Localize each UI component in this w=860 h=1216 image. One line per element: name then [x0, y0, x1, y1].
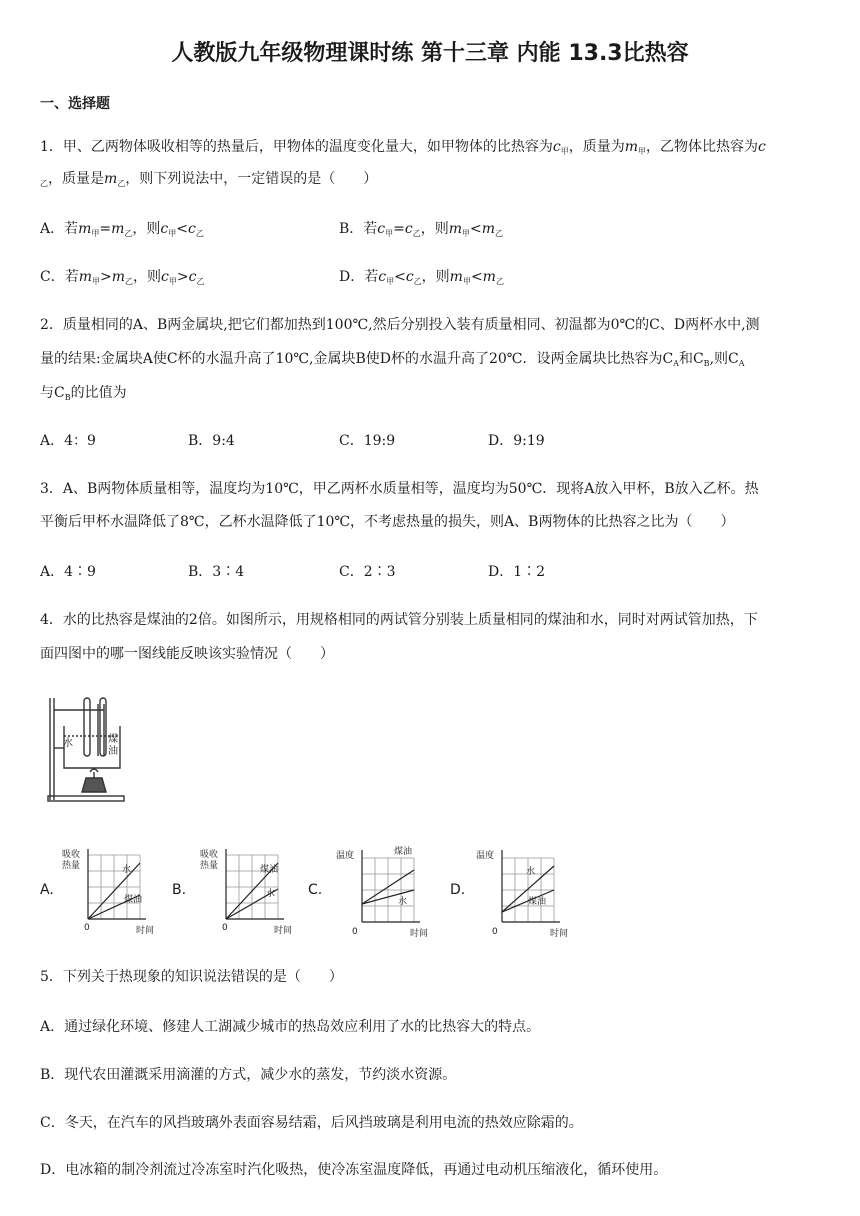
q1-var: m	[111, 221, 125, 237]
graph-b-xlabel: 时间	[274, 926, 293, 936]
q1-sub: 甲	[168, 277, 177, 286]
q1-sub: 甲	[638, 147, 647, 156]
q1-text: ，则下列说法中，一定错误的是（ ）	[125, 171, 378, 187]
q1-sub: 乙	[195, 229, 204, 238]
graph-b-upper-label: 煤油	[260, 865, 279, 875]
q1-sub: 甲	[91, 229, 100, 238]
graph-b-ylabel-1: 吸收	[200, 850, 219, 860]
q1-opt-text: B．若	[339, 221, 378, 237]
q2-text: 的比值为	[70, 385, 127, 401]
graph-c-origin: 0	[352, 927, 358, 937]
q1-sub: 乙	[412, 229, 421, 238]
q2-text: 量的结果:金属块A使C杯的水温升高了10℃,金属块B使D杯的水温升高了20℃．设两金属块比热容为C	[40, 351, 674, 367]
q1-sub: 乙	[495, 277, 504, 286]
q1-var: c	[552, 139, 561, 155]
q1-var: m	[104, 171, 118, 187]
q2-option-d[interactable]: D．9:19	[488, 433, 545, 449]
graph-a-upper-label: 水	[122, 865, 132, 875]
q4-option-c[interactable]: C.	[308, 882, 323, 898]
q1-sub: 乙	[117, 179, 126, 188]
q1-var: m	[111, 269, 126, 285]
q1-sub: 乙	[495, 229, 504, 238]
q1-var: c	[404, 221, 413, 237]
q3-option-c[interactable]: C．2∶3	[339, 564, 396, 580]
q1-opt-text: ，则	[421, 269, 450, 285]
q1-opt-text: A．若	[40, 221, 79, 237]
q1-sub: 乙	[196, 277, 205, 286]
graph-d	[474, 842, 574, 940]
q3-option-d[interactable]: D．1∶2	[488, 564, 546, 580]
q1-sym: <	[176, 221, 188, 237]
q2-option-a[interactable]: A．4：9	[40, 433, 96, 449]
q4-stem-line1: 4．水的比热容是煤油的2倍。如图所示，用规格相同的两试管分别装上质量相同的煤油和水，同时对两试管加热，下	[40, 612, 758, 628]
q1-opt-text: ，则	[133, 269, 162, 285]
graph-d-lower-label: 煤油	[528, 897, 547, 907]
graph-a-ylabel-1: 吸收	[62, 850, 81, 860]
q2-stem-line2	[40, 350, 745, 373]
apparatus-kerosene-label-2: 油	[108, 746, 118, 757]
q5-option-b[interactable]: B．现代农田灌溉采用滴灌的方式，减少水的蒸发，节约淡水资源。	[40, 1067, 457, 1083]
q1-var: m	[78, 221, 92, 237]
q1-stem-line2	[40, 170, 377, 193]
q1-text: 1．甲、乙两物体吸收相等的热量后，甲物体的温度变化量大，如甲物体的比热容为	[40, 139, 553, 155]
graph-a	[60, 845, 160, 937]
q1-stem-line1	[40, 138, 766, 161]
q1-sub: 乙	[125, 277, 134, 286]
q1-text: ，质量是	[48, 171, 104, 187]
q4-option-b[interactable]: B.	[172, 882, 187, 898]
q1-var: c	[188, 221, 196, 237]
q2-text: 与C	[40, 385, 65, 401]
graph-c	[334, 842, 434, 940]
q1-var: m	[449, 269, 463, 285]
q2-sub: A	[673, 359, 679, 368]
q1-sub: 甲	[462, 229, 470, 238]
q1-sub: 乙	[413, 277, 422, 286]
q5-option-d[interactable]: D．电冰箱的制冷剂流过冷冻室时汽化吸热，使冷冻室温度降低，再通过电动机压缩液化，循环使用。	[40, 1162, 668, 1178]
graph-d-ylabel: 温度	[476, 851, 495, 861]
q3-stem-line2: 平衡后甲杯水温降低了8℃，乙杯水温降低了10℃，不考虑热量的损失，则A、B两物体的比热容之比为（ ）	[40, 514, 735, 530]
q1-opt-text: ，则	[132, 221, 161, 237]
q1-sym: <	[394, 269, 406, 285]
q1-text: ，乙物体比热容为	[646, 139, 759, 155]
graph-c-xlabel: 时间	[410, 929, 429, 939]
q1-var: c	[188, 269, 197, 285]
q1-var: c	[378, 269, 387, 285]
q1-option-c[interactable]	[40, 268, 204, 291]
q3-option-a[interactable]: A．4∶9	[40, 564, 96, 580]
q1-sub: 乙	[40, 179, 48, 188]
q1-var: c	[160, 221, 169, 237]
q1-option-b[interactable]	[339, 220, 503, 243]
q1-sym: <	[470, 269, 483, 285]
q1-sub: 甲	[386, 277, 395, 286]
q2-sub: B	[703, 359, 710, 368]
graph-b	[198, 845, 298, 937]
section-heading: 一、选择题	[40, 96, 110, 112]
graph-b-lower-label: 水	[266, 889, 276, 899]
q1-sub: 甲	[385, 229, 394, 238]
graph-d-xlabel: 时间	[550, 929, 569, 939]
q2-sub: B	[64, 393, 71, 402]
q1-var: m	[482, 269, 496, 285]
q5-option-a[interactable]: A．通过绿化环境、修建人工湖减少城市的热岛效应利用了水的比热容大的特点。	[40, 1019, 541, 1035]
apparatus-kerosene-label-1: 煤	[108, 734, 118, 745]
q1-sym: >	[176, 269, 189, 285]
q4-option-d[interactable]: D.	[450, 882, 466, 898]
q2-option-c[interactable]: C．19:9	[339, 433, 396, 449]
q1-opt-text: D．若	[339, 269, 379, 285]
q1-text: ，质量为	[568, 139, 625, 155]
q5-stem: 5．下列关于热现象的知识说法错误的是（ ）	[40, 969, 343, 985]
q2-option-b[interactable]: B．9:4	[188, 433, 235, 449]
q1-var: c	[161, 269, 169, 285]
graph-a-ylabel-2: 热量	[62, 861, 81, 871]
q5-option-c[interactable]: C．冬天，在汽车的风挡玻璃外表面容易结霜，后风挡玻璃是利用电流的热效应除霜的。	[40, 1115, 583, 1131]
q1-opt-text: C．若	[40, 269, 79, 285]
q1-sub: 甲	[462, 277, 471, 286]
graph-c-ylabel: 温度	[336, 851, 355, 861]
q3-option-b[interactable]: B．3∶4	[188, 564, 245, 580]
q1-sym: =	[99, 221, 112, 237]
q2-text: ,则C	[709, 351, 739, 367]
graph-a-lower-label: 煤油	[124, 895, 143, 905]
graph-b-ylabel-2: 热量	[200, 861, 219, 871]
q3-stem-line1: 3．A、B两物体质量相等，温度均为10℃，甲乙两杯水质量相等，温度均为50℃．现将A放入甲杯，B放入乙杯。热	[40, 481, 759, 497]
graph-d-upper-label: 水	[526, 867, 536, 877]
graph-c-upper-label: 煤油	[394, 847, 413, 857]
graph-a-xlabel: 时间	[136, 926, 155, 936]
q4-option-a[interactable]: A.	[40, 882, 54, 898]
q1-sym: =	[393, 221, 405, 237]
q1-var: m	[481, 221, 496, 237]
q1-sub: 甲	[560, 147, 569, 156]
q2-text: 和C	[678, 351, 704, 367]
q1-var: m	[78, 269, 92, 285]
q1-opt-text: ，则	[420, 221, 449, 237]
q2-stem-line3	[40, 384, 127, 407]
q2-sub: A	[738, 359, 745, 368]
q2-stem-line1: 2．质量相同的A、B两金属块,把它们都加热到100℃,然后分别投入装有质量相同、初温都为0℃的C、D两杯水中,测	[40, 317, 760, 333]
q1-option-d[interactable]	[339, 268, 504, 291]
graph-a-origin: 0	[84, 923, 90, 933]
heating-apparatus-figure	[44, 696, 128, 804]
q1-sym: <	[470, 221, 482, 237]
q1-sub: 甲	[168, 229, 177, 238]
apparatus-water-label: 水	[63, 738, 73, 749]
q1-sub: 乙	[124, 229, 133, 238]
q1-var: m	[624, 139, 639, 155]
q1-var: c	[377, 221, 386, 237]
q1-option-a[interactable]	[40, 220, 204, 243]
q1-var: m	[448, 221, 462, 237]
q1-var: c	[758, 139, 766, 155]
q1-sym: >	[100, 269, 112, 285]
q1-sub: 甲	[92, 277, 100, 286]
q1-var: c	[405, 269, 414, 285]
graph-c-lower-label: 水	[398, 897, 408, 907]
page-title: 人教版九年级物理课时练 第十三章 内能 13.3比热容	[171, 41, 689, 66]
graph-d-origin: 0	[492, 927, 498, 937]
graph-b-origin: 0	[222, 923, 228, 933]
q4-stem-line2: 面四图中的哪一图线能反映该实验情况（ ）	[40, 646, 334, 662]
